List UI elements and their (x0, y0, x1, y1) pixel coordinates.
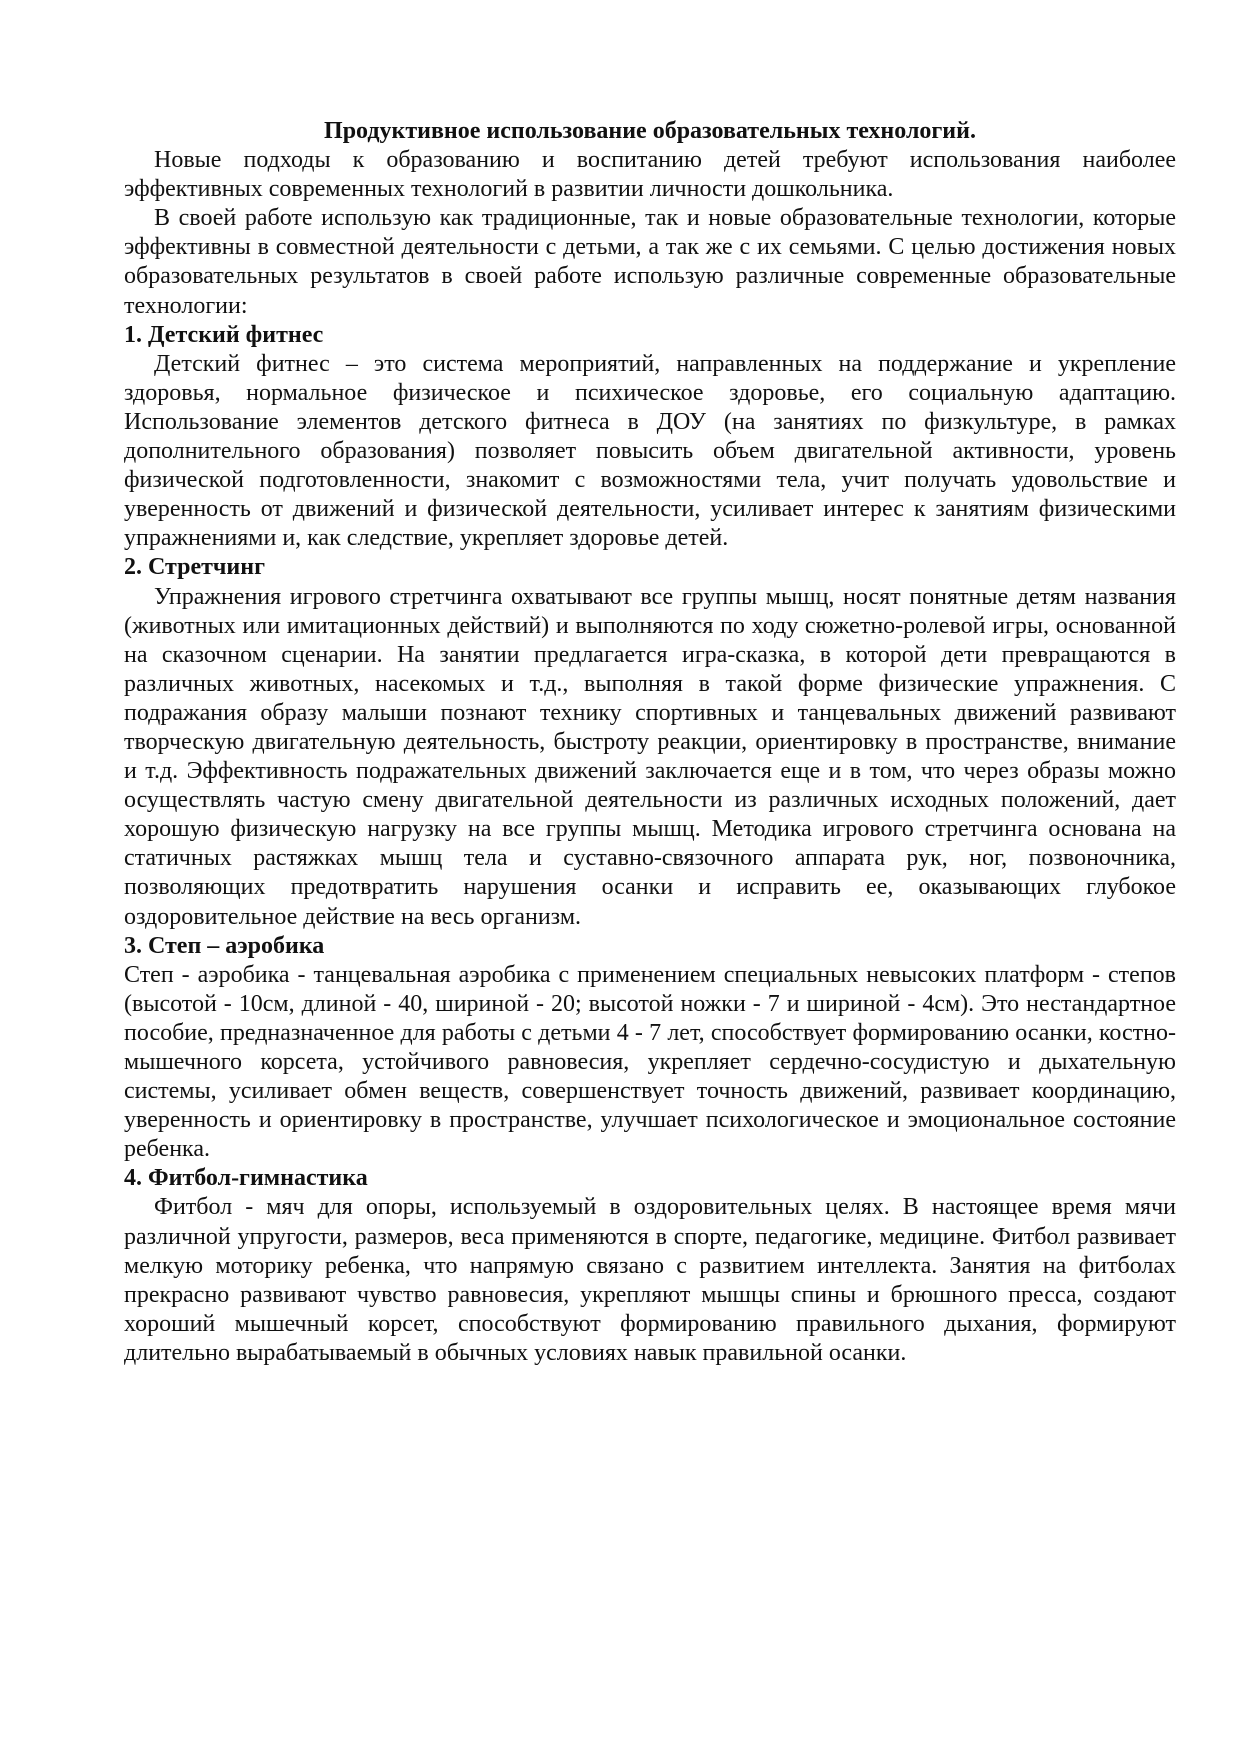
intro-paragraph: Новые подходы к образованию и воспитанию детей требуют использования наиболее эффективных современных технологий в развитии личности дошкольника. (124, 147, 1176, 203)
document-title: Продуктивное использование образовательных технологий. (324, 118, 976, 144)
section-text-fitness: Детский фитнес – это система мероприятий, направленных на поддержание и укрепление здоровья, нормальное физическое и психическое здоровье, его социальную адаптацию. Использование элементов детского фитнеса в ДОУ (на занятиях по физкультуре, в рамках дополнительного образования) позволяет повысить объем двигательной активности, уровень физической подготовленности, знакомит с возможностями тела, учит получать удовольствие и уверенность от движений и физической деятельности, усиливает интерес к занятиям физическими упражнениями и, как следствие, укрепляет здоровье детей. (124, 350, 1176, 552)
intro-paragraph: В своей работе использую как традиционные, так и новые образовательные технологии, которые эффективны в совместной деятельности с детьми, а так же с их семьями. С целью достижения новых образовательных результатов в своей работе использую различные современные образовательные технологии: (124, 205, 1176, 319)
section-text-stretching: Упражнения игрового стретчинга охватывают все группы мышц, носят понятные детям названия (животных или имитационных действий) и выполняются по ходу сюжетно-ролевой игры, основанной на сказочном сценарии. На занятии предлагается игра-сказка, в которой дети превращаются в различных животных, насекомых и т.д., выполняя в такой форме физические упражнения. С подражания образу малыши познают технику спортивных и танцевальных движений развивают творческую двигательную деятельность, быстроту реакции, ориентировку в пространстве, внимание и т.д. Эффективность подражательных движений заключается еще и в том, что через образы можно осуществлять частую смену двигательной деятельности из различных исходных положений, дает хорошую физическую нагрузку на все группы мышц. Методика игрового стретчинга основана на статичных растяжках мышц тела и суставно-связочного аппарата рук, ног, позвоночника, позволяющих предотвратить нарушения осанки и исправить ее, оказывающих глубокое оздоровительное действие на весь организм. (124, 583, 1176, 930)
section-text-fitball: Фитбол - мяч для опоры, используемый в оздоровительных целях. В настоящее время мячи различной упругости, размеров, веса применяются в спорте, педагогике, медицине. Фитбол развивает мелкую моторику ребенка, что напрямую связано с развитием интеллекта. Занятия на фитболах прекрасно развивают чувство равновесия, укрепляют мышцы спины и брюшного пресса, создают хороший мышечный корсет, способствуют формированию правильного дыхания, формируют длительно вырабатываемый в обычных условиях навык правильной осанки. (124, 1194, 1176, 1366)
section-heading-stretching: 2. Стретчинг (124, 554, 265, 581)
document-body (124, 117, 1176, 1368)
section-heading-fitness: 1. Детский фитнес (124, 321, 324, 348)
section-text-step-aerobics: Степ - аэробика - танцевальная аэробика с применением специальных невысоких платформ - степов (высотой - 10см, длиной - 40, шириной - 20; высотой ножки - 7 и шириной - 4см). Это нестандартное пособие, предназначенное для работы с детьми 4 - 7 лет, способствует формированию осанки, костно-мышечного корсета, устойчивого равновесия, укрепляет сердечно-сосудистую и дыхательную системы, усиливает обмен веществ, совершенствует точность движений, развивает координацию, уверенность и ориентировку в пространстве, улучшает психологическое и эмоциональное состояние ребенка. (124, 961, 1176, 1163)
section-heading-fitball: 4. Фитбол-гимнастика (124, 1165, 368, 1192)
section-heading-step-aerobics: 3. Степ – аэробика (124, 932, 325, 959)
